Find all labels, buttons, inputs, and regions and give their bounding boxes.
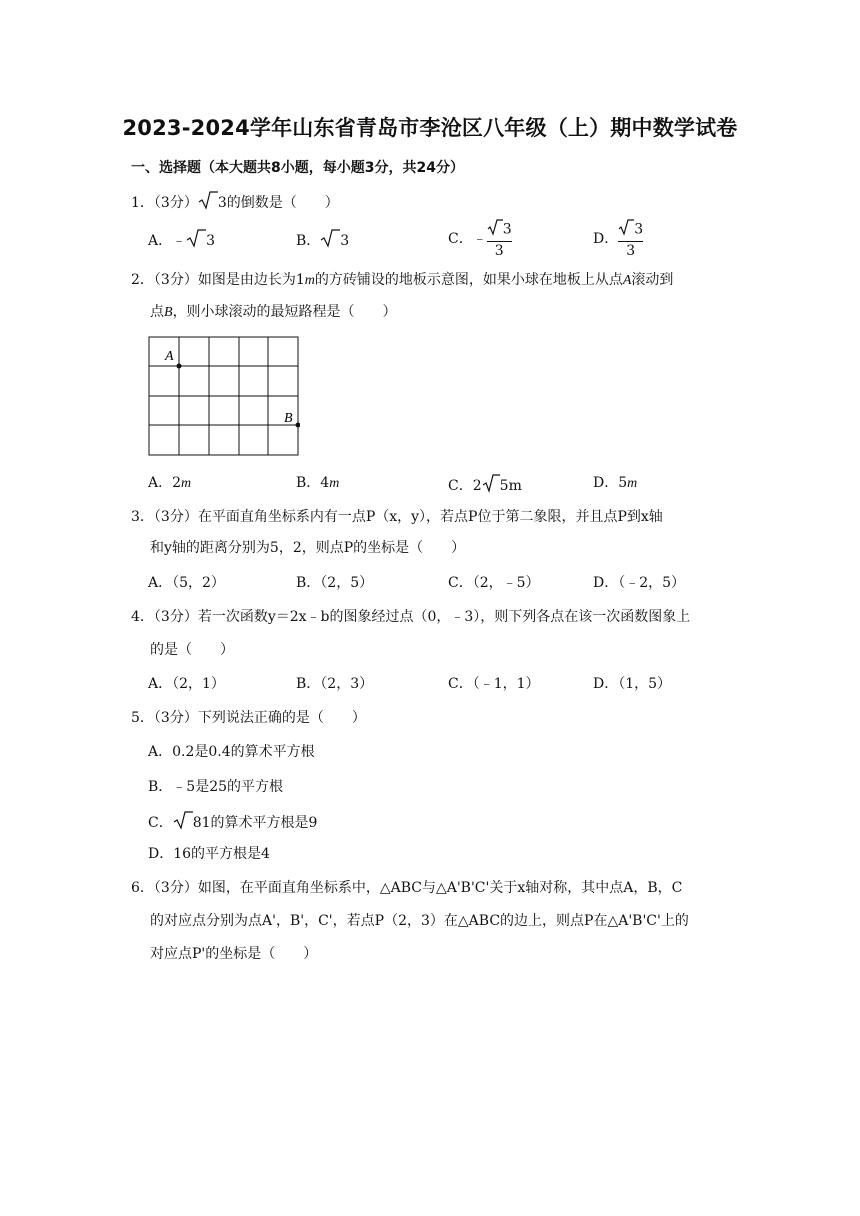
fraction: $\frac{3}{3}$ bbox=[487, 218, 512, 260]
q1-option-b[interactable]: B． 3 bbox=[296, 228, 349, 254]
exam-title: 2023-2024学年山东省青岛市李沧区八年级（上）期中数学试卷 bbox=[122, 116, 738, 140]
point-b-dot bbox=[296, 423, 301, 428]
section-heading: 一、选择题（本大题共8小题，每小题3分，共24分） bbox=[131, 160, 464, 176]
q5-option-a[interactable]: A．0.2是0.4的算术平方根 bbox=[148, 744, 315, 760]
q2-option-c[interactable]: C．2 5m bbox=[448, 473, 522, 499]
q2-option-b[interactable]: B．4m bbox=[296, 475, 340, 491]
question-6-stem-line-2: 的对应点分别为点A'，B'，C'，若点P（2，3）在△ABC的边上，则点P在△A'B'C'上的 bbox=[150, 913, 689, 929]
q4-option-d[interactable]: D．（1，5） bbox=[593, 676, 672, 692]
q5-option-b[interactable]: B．﹣5是25的平方根 bbox=[148, 779, 284, 795]
question-2-stem-line-1: 2．（3分）如图是由边长为1m的方砖铺设的地板示意图，如果小球在地板上从点A滚动到 bbox=[131, 272, 674, 288]
q3-option-a[interactable]: A．（5，2） bbox=[148, 575, 225, 591]
question-5-stem: 5．（3分）下列说法正确的是（ ） bbox=[131, 710, 366, 726]
point-b-label: B bbox=[284, 411, 293, 426]
q1-option-d[interactable]: D． $\frac{3}{3}$ bbox=[593, 218, 643, 260]
q3-option-b[interactable]: B．（2，5） bbox=[296, 575, 374, 591]
sqrt-symbol bbox=[618, 218, 634, 241]
fraction: $\frac{3}{3}$ bbox=[618, 218, 643, 260]
sqrt-symbol bbox=[320, 228, 340, 254]
sqrt-symbol bbox=[198, 190, 218, 216]
question-2-stem-line-2: 点B，则小球滚动的最短路程是（ ） bbox=[150, 304, 397, 320]
point-a-label: A bbox=[165, 349, 174, 364]
sqrt-symbol bbox=[173, 810, 193, 836]
question-6-stem-line-3: 对应点P'的坐标是（ ） bbox=[150, 946, 318, 962]
sqrt-symbol bbox=[482, 473, 500, 499]
q3-option-d[interactable]: D．（﹣2，5） bbox=[593, 575, 686, 591]
floor-tile-grid-figure bbox=[148, 336, 300, 458]
q2-option-d[interactable]: D．5m bbox=[593, 475, 638, 491]
point-a-dot bbox=[177, 364, 182, 369]
q4-option-a[interactable]: A．（2，1） bbox=[148, 676, 225, 692]
question-4-stem-line-2: 的是（ ） bbox=[150, 642, 234, 658]
q1-option-c[interactable]: C．﹣ $\frac{3}{3}$ bbox=[448, 218, 512, 260]
q3-option-c[interactable]: C．（2，﹣5） bbox=[448, 575, 540, 591]
question-6-stem-line-1: 6．（3分）如图，在平面直角坐标系中，△ABC与△A'B'C'关于x轴对称，其中点A，B，C bbox=[131, 880, 683, 896]
q1-option-a[interactable]: A．﹣ 3 bbox=[148, 228, 215, 254]
q4-option-c[interactable]: C．（﹣1，1） bbox=[448, 676, 540, 692]
question-3-stem-line-1: 3．（3分）在平面直角坐标系内有一点P（x，y），若点P位于第二象限，并且点P到x轴 bbox=[131, 509, 663, 525]
q5-option-d[interactable]: D．16的平方根是4 bbox=[148, 846, 270, 862]
q4-option-b[interactable]: B．（2，3） bbox=[296, 676, 374, 692]
question-1-stem: 1．（3分） 3的倒数是（ ） bbox=[131, 190, 339, 216]
q5-option-c[interactable]: C． 81的算术平方根是9 bbox=[148, 810, 317, 836]
sqrt-symbol bbox=[186, 228, 206, 254]
sqrt-symbol bbox=[487, 218, 503, 241]
question-4-stem-line-1: 4．（3分）若一次函数y＝2x﹣b的图象经过点（0，﹣3），则下列各点在该一次函数图象上 bbox=[131, 609, 691, 625]
q2-option-a[interactable]: A．2m bbox=[148, 475, 192, 491]
question-3-stem-line-2: 和y轴的距离分别为5，2，则点P的坐标是（ ） bbox=[150, 540, 466, 556]
